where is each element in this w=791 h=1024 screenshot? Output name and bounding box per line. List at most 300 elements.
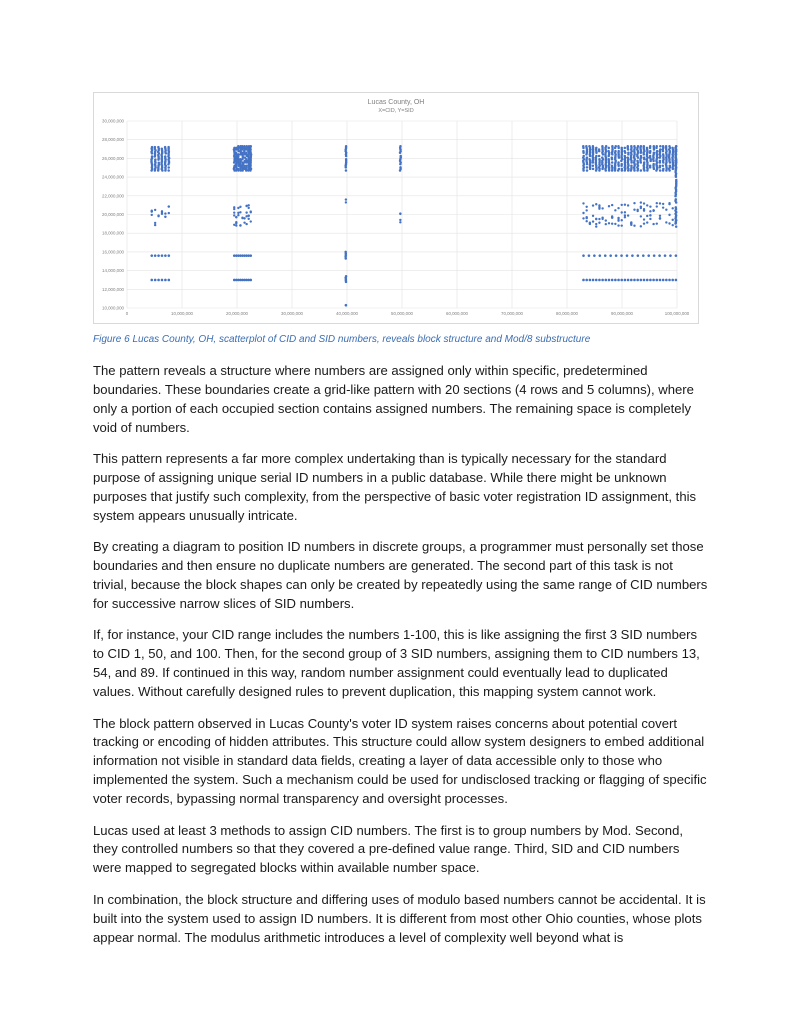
y-tick-label: 14,000,000 xyxy=(102,268,124,274)
data-point xyxy=(659,145,662,148)
data-point xyxy=(161,254,164,257)
data-point xyxy=(636,160,639,163)
data-point xyxy=(620,279,623,282)
x-tick-label: 50,000,000 xyxy=(391,311,413,316)
data-point xyxy=(233,224,235,226)
data-point xyxy=(621,224,623,226)
data-point xyxy=(595,155,598,158)
data-point xyxy=(164,216,166,218)
data-point xyxy=(643,209,645,211)
figure-caption: Figure 6 Lucas County, OH, scatterplot of CID and SID numbers, reveals block structure and Mod/8 substructure xyxy=(93,334,591,345)
chart-points xyxy=(150,145,677,307)
data-point xyxy=(247,215,249,217)
data-point xyxy=(598,218,600,220)
data-point xyxy=(595,225,597,227)
data-point xyxy=(664,254,667,257)
data-point xyxy=(157,279,160,282)
data-point xyxy=(233,211,235,213)
data-point xyxy=(598,148,601,151)
data-point xyxy=(345,158,348,161)
data-point xyxy=(592,215,594,217)
data-point xyxy=(621,211,623,213)
data-point xyxy=(617,217,619,219)
data-point xyxy=(614,145,617,148)
data-point xyxy=(643,161,646,164)
data-point xyxy=(157,162,160,165)
y-tick-label: 16,000,000 xyxy=(102,249,124,255)
data-point xyxy=(672,219,674,221)
data-point xyxy=(598,155,601,158)
data-point xyxy=(675,145,678,148)
data-point xyxy=(345,169,348,172)
data-point xyxy=(659,164,662,167)
data-point xyxy=(617,150,620,153)
data-point xyxy=(649,214,651,216)
data-point xyxy=(589,222,591,224)
data-point xyxy=(585,206,587,208)
data-point xyxy=(250,210,252,212)
data-point xyxy=(161,213,163,215)
data-point xyxy=(157,215,159,217)
data-point xyxy=(151,155,154,158)
data-point xyxy=(399,219,401,221)
y-tick-label: 10,000,000 xyxy=(102,305,124,311)
data-point xyxy=(607,158,610,161)
data-point xyxy=(671,147,674,150)
data-point xyxy=(649,164,652,167)
data-point xyxy=(233,208,235,210)
data-point xyxy=(237,207,239,209)
data-point xyxy=(640,201,642,203)
data-point xyxy=(595,147,598,150)
data-point xyxy=(621,168,624,171)
data-point xyxy=(167,166,170,169)
data-point xyxy=(653,145,656,148)
data-point xyxy=(649,279,652,282)
data-point xyxy=(675,254,678,257)
data-point xyxy=(588,254,591,257)
data-point xyxy=(624,147,627,150)
data-point xyxy=(655,145,658,148)
data-point xyxy=(672,224,674,226)
data-point xyxy=(241,217,243,219)
data-point xyxy=(626,254,629,257)
data-point xyxy=(653,254,656,257)
data-point xyxy=(662,153,665,156)
data-point xyxy=(601,279,604,282)
data-point xyxy=(233,214,235,216)
data-point xyxy=(582,217,584,219)
x-tick-label: 30,000,000 xyxy=(281,311,303,316)
y-tick-label: 28,000,000 xyxy=(102,137,124,143)
data-point xyxy=(659,169,662,172)
data-point xyxy=(620,163,623,166)
data-point xyxy=(151,146,154,149)
data-point xyxy=(585,279,588,282)
data-point xyxy=(649,205,651,207)
data-point xyxy=(605,223,607,225)
data-point xyxy=(585,209,587,211)
data-point xyxy=(646,215,648,217)
data-point xyxy=(601,156,604,159)
data-point xyxy=(640,225,642,227)
data-point xyxy=(601,145,604,148)
data-point xyxy=(617,145,620,148)
data-point xyxy=(665,209,667,211)
data-point xyxy=(611,279,614,282)
data-point xyxy=(675,153,678,156)
paragraph: If, for instance, your CID range includes the numbers 1-100, this is like assigning the first 3 SID numbers to CID 1, 50, and 100. Then, for the second group of 3 SID numbers, assigning them to CID numbers 13, 54, and 89. If continued in this way, random number assignment could eventually lead to duplicated values. Without carefully designed rules to prevent duplication, this mapping system cannot work. xyxy=(93,627,700,700)
data-point xyxy=(627,204,629,206)
data-point xyxy=(235,222,237,224)
data-point xyxy=(167,169,170,172)
data-point xyxy=(154,254,157,257)
data-point xyxy=(239,206,241,208)
data-point xyxy=(637,145,640,148)
data-point xyxy=(235,224,237,226)
data-point xyxy=(582,279,585,282)
data-point xyxy=(643,222,645,224)
data-point xyxy=(151,210,153,212)
data-point xyxy=(588,145,591,148)
data-point xyxy=(652,279,655,282)
y-tick-label: 12,000,000 xyxy=(102,286,124,292)
data-point xyxy=(640,205,642,207)
data-point xyxy=(595,218,597,220)
data-point xyxy=(640,169,643,172)
data-point xyxy=(592,220,594,222)
data-point xyxy=(161,147,164,150)
data-point xyxy=(618,168,621,171)
data-point xyxy=(665,145,668,148)
data-point xyxy=(164,254,167,257)
data-point xyxy=(245,145,248,148)
data-point xyxy=(164,279,167,282)
data-point xyxy=(633,145,636,148)
data-point xyxy=(621,204,623,206)
x-tick-label: 90,000,000 xyxy=(611,311,633,316)
data-point xyxy=(399,145,402,148)
data-point xyxy=(672,207,674,209)
data-point xyxy=(659,202,661,204)
data-point xyxy=(668,214,670,216)
data-point xyxy=(624,155,627,158)
data-point xyxy=(151,214,153,216)
data-point xyxy=(665,221,667,223)
data-point xyxy=(675,279,678,282)
y-tick-label: 22,000,000 xyxy=(102,193,124,199)
data-point xyxy=(633,209,635,211)
data-point xyxy=(237,214,239,216)
data-point xyxy=(643,156,646,159)
data-point xyxy=(611,223,613,225)
data-point xyxy=(595,279,598,282)
paragraph: In combination, the block structure and differing uses of modulo based numbers cannot be accidental. It is built into the system used to assign ID numbers. It is different from most other Ohio counties, whose plots appear normal. The modulus arithmetic introduces a level of complexity well beyond what is xyxy=(93,891,706,945)
data-point xyxy=(585,145,588,148)
data-point xyxy=(659,160,662,163)
data-point xyxy=(247,204,249,206)
data-point xyxy=(345,275,348,278)
data-point xyxy=(245,223,247,225)
data-point xyxy=(245,215,247,217)
data-point xyxy=(608,205,610,207)
data-point xyxy=(586,169,589,172)
data-point xyxy=(633,224,635,226)
data-point xyxy=(605,219,607,221)
data-point xyxy=(592,164,595,167)
data-point xyxy=(589,279,592,282)
data-point xyxy=(241,145,244,148)
data-point xyxy=(674,156,677,159)
data-point xyxy=(669,164,672,167)
data-point xyxy=(157,254,160,257)
data-point xyxy=(585,220,587,222)
data-point xyxy=(345,201,347,203)
chart-title: Lucas County, OH xyxy=(367,99,425,106)
data-point xyxy=(658,254,661,257)
data-point xyxy=(611,204,613,206)
data-point xyxy=(239,211,241,213)
data-point xyxy=(154,158,157,161)
data-point xyxy=(598,279,601,282)
data-point xyxy=(659,217,661,219)
data-point xyxy=(399,213,401,215)
data-point xyxy=(642,254,645,257)
data-point xyxy=(675,225,678,228)
data-point xyxy=(611,145,614,148)
y-tick-label: 26,000,000 xyxy=(102,155,124,161)
data-point xyxy=(637,254,640,257)
x-tick-label: 40,000,000 xyxy=(336,311,358,316)
data-point xyxy=(656,205,658,207)
data-point xyxy=(640,279,643,282)
data-point xyxy=(621,219,623,221)
paragraph: The block pattern observed in Lucas County's voter ID system raises concerns about potential covert tracking or encoding of hidden attributes. This structure could allow system designers to embed additional information not visible in standard data fields, creating a layer of data accessible only to those who implemented the system. Such a mechanism could be used for undisclosed tracking or flagging of specific voter records, bypassing normal transparency and oversight processes. xyxy=(93,715,707,807)
data-point xyxy=(239,224,241,226)
data-point xyxy=(154,224,156,226)
data-point xyxy=(643,279,646,282)
data-point xyxy=(235,216,237,218)
data-point xyxy=(617,219,619,221)
data-point xyxy=(598,208,600,210)
data-point xyxy=(614,150,617,153)
data-point xyxy=(662,145,665,148)
x-tick-label: 100,000,000 xyxy=(664,311,690,316)
data-point xyxy=(668,222,670,224)
data-point xyxy=(167,146,170,149)
data-point xyxy=(605,279,608,282)
data-point xyxy=(243,217,245,219)
chart-grid xyxy=(127,121,677,308)
data-point xyxy=(659,215,661,217)
data-point xyxy=(237,153,240,156)
data-point xyxy=(614,279,617,282)
data-point xyxy=(649,155,652,158)
data-point xyxy=(582,145,585,148)
data-point xyxy=(237,145,240,148)
data-point xyxy=(646,147,649,150)
data-point xyxy=(627,156,630,159)
data-point xyxy=(595,223,597,225)
data-point xyxy=(344,251,347,254)
data-point xyxy=(239,158,242,161)
data-point xyxy=(633,202,635,204)
data-point xyxy=(630,279,633,282)
data-point xyxy=(592,279,595,282)
data-point xyxy=(582,150,585,153)
data-point xyxy=(630,164,633,167)
data-point xyxy=(608,222,610,224)
data-point xyxy=(243,221,245,223)
data-point xyxy=(656,150,659,153)
data-point xyxy=(647,254,650,257)
data-point xyxy=(652,209,654,211)
data-point xyxy=(586,166,589,169)
data-point xyxy=(617,207,619,209)
y-tick-label: 20,000,000 xyxy=(102,212,124,217)
data-point xyxy=(659,148,662,151)
data-point xyxy=(643,218,645,220)
data-point xyxy=(250,220,252,222)
data-point xyxy=(646,221,648,223)
data-point xyxy=(582,212,584,214)
data-point xyxy=(605,145,608,148)
data-point xyxy=(399,166,402,169)
data-point xyxy=(656,202,658,204)
chart-subtitle: X=CID, Y=SID xyxy=(378,108,414,114)
chart-canvas xyxy=(94,93,698,323)
data-point xyxy=(662,168,665,171)
data-point xyxy=(611,156,614,159)
x-tick-label: 70,000,000 xyxy=(501,311,523,316)
data-point xyxy=(168,212,170,214)
data-point xyxy=(646,279,649,282)
y-tick-label: 24,000,000 xyxy=(102,174,124,180)
data-point xyxy=(614,223,616,225)
data-point xyxy=(631,254,634,257)
scatter-chart xyxy=(93,92,699,324)
data-point xyxy=(595,203,597,205)
data-point xyxy=(617,279,620,282)
data-point xyxy=(154,222,156,224)
data-point xyxy=(345,304,348,307)
data-point xyxy=(627,145,630,148)
data-point xyxy=(599,254,602,257)
data-point xyxy=(662,206,664,208)
data-point xyxy=(164,212,166,214)
data-point xyxy=(245,205,247,207)
data-point xyxy=(250,145,253,148)
data-point xyxy=(593,254,596,257)
data-point xyxy=(237,168,240,171)
data-point xyxy=(604,254,607,257)
data-point xyxy=(627,279,630,282)
data-point xyxy=(656,222,658,224)
data-point xyxy=(620,147,623,150)
paragraph: The pattern reveals a structure where numbers are assigned only within specific, predetermined boundaries. These boundaries create a grid-like pattern with 20 sections (4 rows and 5 columns), where only a portion of each occupied section contains assigned numbers. The remaining space is completely void of numbers. xyxy=(93,363,694,435)
paragraph: Lucas used at least 3 methods to assign CID numbers. The first is to group numbers by Mod. Second, they controlled numbers so that they covered a pre-defined value range. Third, SID and CID numbers were mapped to segregated blocks within available number space. xyxy=(93,822,684,876)
data-point xyxy=(235,151,238,154)
data-point xyxy=(636,210,638,212)
data-point xyxy=(585,216,587,218)
data-point xyxy=(237,212,239,214)
data-point xyxy=(636,279,639,282)
data-point xyxy=(649,145,652,148)
data-point xyxy=(627,151,630,154)
y-tick-label: 30,000,000 xyxy=(102,118,124,124)
data-point xyxy=(609,254,612,257)
data-point xyxy=(592,204,594,206)
data-point xyxy=(614,209,616,211)
data-point xyxy=(617,224,619,226)
data-point xyxy=(157,146,160,149)
data-point xyxy=(671,279,674,282)
data-point xyxy=(588,158,591,161)
data-point xyxy=(399,221,401,223)
data-point xyxy=(615,254,618,257)
data-point xyxy=(630,145,633,148)
data-point xyxy=(582,155,585,158)
data-point xyxy=(624,204,626,206)
data-point xyxy=(627,214,629,216)
data-point xyxy=(245,211,247,213)
x-tick-label: 80,000,000 xyxy=(556,311,578,316)
data-point xyxy=(611,216,613,218)
x-tick-label: 10,000,000 xyxy=(171,311,193,316)
data-point xyxy=(675,179,678,182)
data-point xyxy=(245,158,248,161)
data-point xyxy=(617,161,620,164)
data-point xyxy=(624,279,627,282)
data-point xyxy=(154,209,156,211)
x-tick-label: 20,000,000 xyxy=(226,311,248,316)
data-point xyxy=(247,218,249,220)
data-point xyxy=(611,164,614,167)
data-point xyxy=(582,202,584,204)
data-point xyxy=(249,279,252,282)
data-point xyxy=(643,145,646,148)
data-point xyxy=(245,164,248,167)
data-point xyxy=(640,145,643,148)
data-point xyxy=(168,205,170,207)
data-point xyxy=(608,279,611,282)
data-point xyxy=(168,279,171,282)
data-point xyxy=(659,279,662,282)
data-point xyxy=(598,158,601,161)
data-point xyxy=(643,202,645,204)
y-tick-label: 18,000,000 xyxy=(102,230,124,236)
data-point xyxy=(624,214,626,216)
data-point xyxy=(243,145,246,148)
data-point xyxy=(675,198,678,201)
body-text xyxy=(93,362,708,960)
data-point xyxy=(592,145,595,148)
data-point xyxy=(164,146,167,149)
data-point xyxy=(607,150,610,153)
data-point xyxy=(607,147,610,150)
data-point xyxy=(668,203,670,205)
data-point xyxy=(655,279,658,282)
data-point xyxy=(652,223,654,225)
data-point xyxy=(154,146,157,149)
data-point xyxy=(662,203,664,205)
data-point xyxy=(247,207,249,209)
data-point xyxy=(640,215,642,217)
data-point xyxy=(653,151,656,154)
data-point xyxy=(168,254,171,257)
data-point xyxy=(668,145,671,148)
data-point xyxy=(598,222,600,224)
